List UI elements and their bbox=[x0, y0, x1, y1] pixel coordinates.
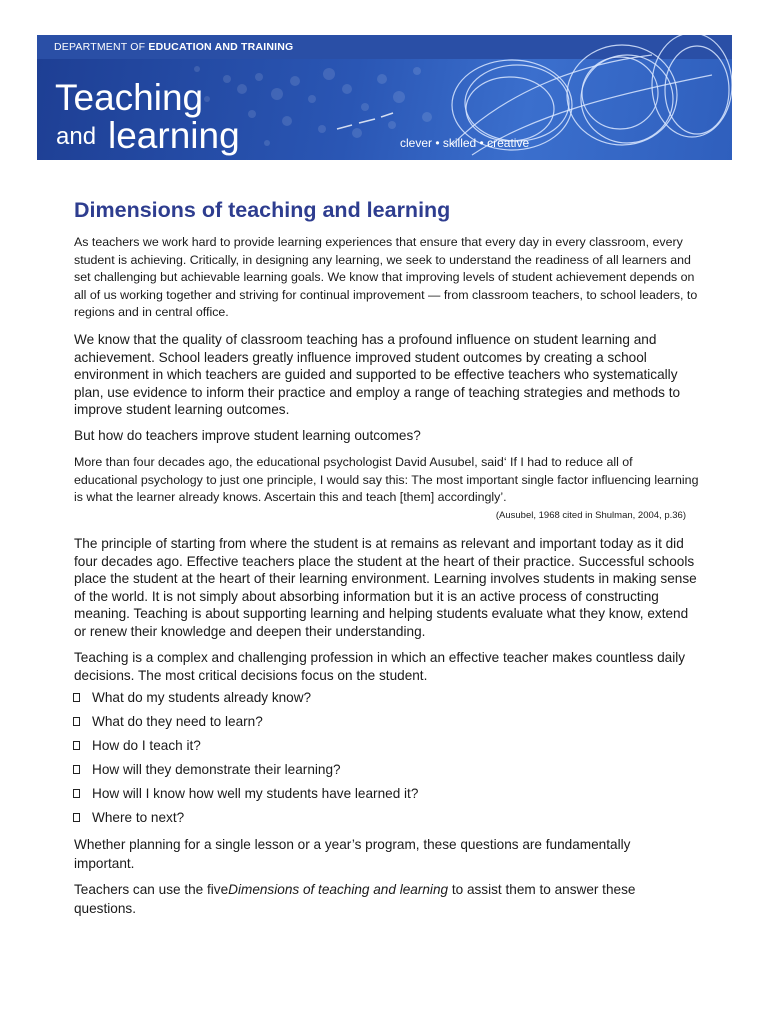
list-item: How do I teach it? bbox=[71, 737, 418, 761]
quote-citation: (Ausubel, 1968 cited in Shulman, 2004, p.36) bbox=[495, 510, 686, 521]
checkbox-bullet-icon bbox=[73, 693, 80, 702]
intro-paragraph: As teachers we work hard to provide learning experiences that ensure that every day in every classroom, every student is achieving. Critically, in designing any learning, we seek to understand the readiness of all learners and set challenging but achievable learning goals. We know that improving levels of student achievement depends on all of us working together and striving for continual improvement — from classroom teachers, to school leaders, to regions and in central office. bbox=[74, 235, 698, 320]
checkbox-bullet-icon bbox=[73, 741, 80, 750]
principle-paragraph: The principle of starting from where the student is at remains as relevant and important today as it did four decades ago. Effective teachers place the student at the heart of their practice. Successful schools place the student at the heart of their learning environment. Learning involves students in making sense of the world. It is not simply about absorbing information but it is an active process of constructing meaning. Teaching is about supporting learning and helping students evaluate what they know, extend or renew their knowledge and deepen their understanding. bbox=[74, 536, 697, 639]
quality-paragraph: We know that the quality of classroom teaching has a profound influence on student learning and achievement. School leaders greatly influence improved student outcomes by creating a school environment in which teachers are guided and supported to be effective teachers who systematically plan, use evidence to inform their practice and employ a range of teaching strategies and methods to improve student learning outcomes. bbox=[74, 332, 681, 418]
brand-and: and bbox=[56, 123, 97, 150]
ausubel-quote: More than four decades ago, the educational psychologist David Ausubel, said‘ If I had to reduce all of educational psychology to just one principle, I would say this: The most important single factor influencing learning is what the learner already knows. Ascertain this and teach [them] accordingly’. bbox=[74, 455, 699, 505]
brand-title: Teaching bbox=[55, 77, 204, 118]
list-item: How will I know how well my students have learned it? bbox=[71, 785, 418, 809]
checkbox-bullet-icon bbox=[73, 717, 80, 726]
department-label: DEPARTMENT OF EDUCATION AND TRAINING bbox=[54, 41, 294, 53]
tagline: clever • skilled • creative bbox=[400, 136, 530, 150]
profession-paragraph: Teaching is a complex and challenging profession in which an effective teacher makes countless daily decisions. The most critical decisions focus on the student. bbox=[74, 650, 686, 683]
checkbox-bullet-icon bbox=[73, 765, 80, 774]
planning-paragraph: Whether planning for a single lesson or a year’s program, these questions are fundamentally important. bbox=[74, 837, 631, 871]
checkbox-bullet-icon bbox=[73, 789, 80, 798]
page-title: Dimensions of teaching and learning bbox=[74, 198, 451, 222]
list-item: What do they need to learn? bbox=[71, 713, 418, 737]
list-item: What do my students already know? bbox=[71, 689, 418, 713]
brand-learning: learning bbox=[108, 115, 240, 156]
checkbox-bullet-icon bbox=[73, 813, 80, 822]
header-banner bbox=[37, 35, 732, 160]
list-item: Where to next? bbox=[71, 809, 418, 833]
question-paragraph: But how do teachers improve student learning outcomes? bbox=[74, 428, 421, 443]
dimensions-paragraph: Teachers can use the fiveDimensions of teaching and learning to assist them to answer these questions. bbox=[74, 882, 636, 916]
list-item: How will they demonstrate their learning? bbox=[71, 761, 418, 785]
questions-list bbox=[71, 689, 418, 833]
